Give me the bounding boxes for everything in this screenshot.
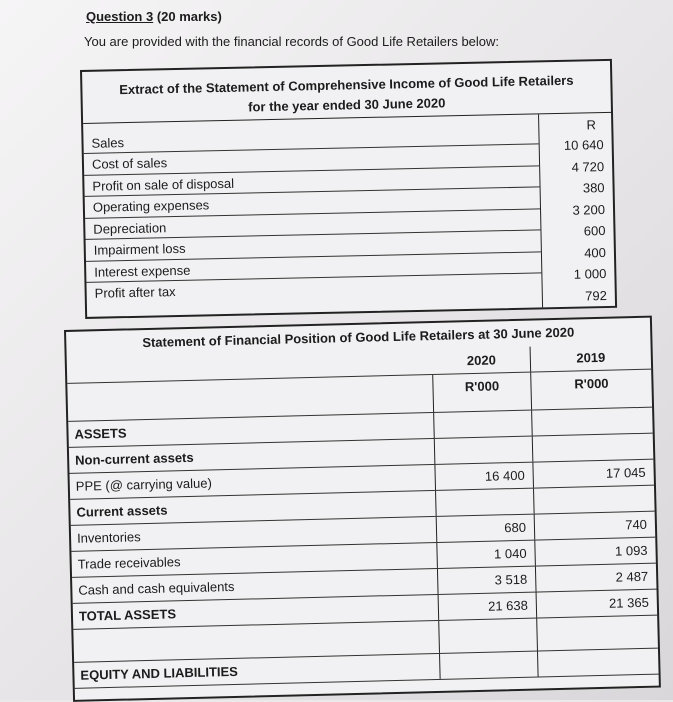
assets-heading: ASSETS [68,413,435,447]
income-values-column [539,113,615,307]
income-row-label: Sales [83,114,539,154]
year-2020-header: 2020 [433,347,532,374]
question-number: Question 3 [86,9,154,24]
income-row-value: 1 000 [573,266,607,282]
income-row-label: Profit after tax [94,284,176,301]
total-assets-label: TOTAL ASSETS [73,595,440,629]
total-assets-2019: 21 365 [608,594,650,611]
currency-header: R [586,117,597,133]
income-statement-table [80,59,617,319]
total-assets-2020: 21 638 [439,593,538,620]
income-row-value: 4 720 [571,158,605,175]
income-row-value: 3 200 [572,201,606,218]
income-row-label: Interest expense [86,252,541,283]
income-title-line1: Extract of the Statement of Comprehensive Income of Good Life Retailers [119,72,574,98]
inventories-2020: 680 [437,515,536,542]
inventories-2019: 740 [625,516,648,533]
receivables-label: Trade receivables [71,543,438,577]
income-row-label: Depreciation [85,209,540,240]
question-marks: (20 marks) [156,9,222,24]
intro-text: You are provided with the financial records of Good Life Retailers below: [84,34,500,49]
question-heading [86,9,222,24]
units-2020-header: R'000 [433,373,532,412]
cash-2020: 3 518 [438,567,537,594]
ppe-2019: 17 045 [605,464,646,481]
equity-liabilities-heading: EQUITY AND LIABILITIES [74,654,441,688]
current-assets-heading: Current assets [70,491,437,525]
income-row-value: 792 [584,287,607,303]
ppe-label: PPE (@ carrying value) [70,465,437,499]
inventories-label: Inventories [71,517,438,551]
receivables-2020: 1 040 [437,541,536,568]
income-row-label: Operating expenses [85,187,540,218]
income-row-value: 10 640 [563,137,604,153]
income-row-label: Cost of sales [84,144,539,175]
income-row-value: 400 [584,244,607,260]
cash-2019: 2 487 [615,568,649,585]
financial-position-table [64,316,661,702]
financial-position-title: Statement of Financial Position of Good Life Retailers at 30 June 2020 [142,324,575,351]
income-row-value: 380 [582,180,605,196]
non-current-assets-heading: Non-current assets [69,439,436,473]
receivables-2019: 1 093 [614,542,648,559]
units-2019-header: R'000 [574,375,609,392]
ppe-2020: 16 400 [435,463,534,490]
year-2019-header: 2019 [576,349,606,366]
income-row-label: Profit on sale of disposal [84,166,539,197]
cash-label: Cash and cash equivalents [72,569,439,603]
income-row-label: Impairment loss [86,230,541,261]
income-title-line2: for the year ended 30 June 2020 [248,95,446,115]
income-row-value: 600 [583,223,606,239]
income-labels-column [83,114,543,317]
